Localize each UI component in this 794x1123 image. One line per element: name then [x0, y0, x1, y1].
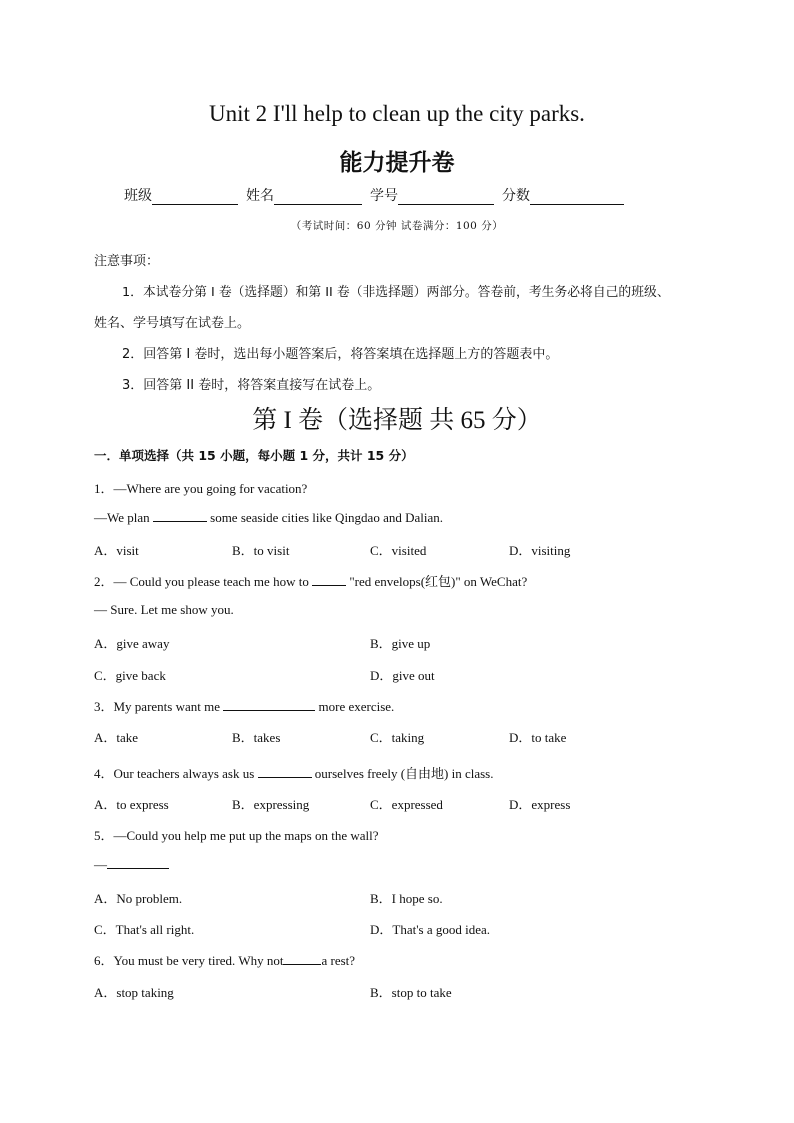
q1-option-d[interactable]: D．visiting	[509, 543, 571, 558]
exam-timing: （考试时间：60 分钟 试卷满分：100 分）	[290, 220, 504, 232]
q5-line1: 5．—Could you help me put up the maps on the wall?	[94, 828, 379, 843]
q4-option-c[interactable]: C．expressed	[370, 797, 443, 812]
q1-option-c[interactable]: C．visited	[370, 543, 427, 558]
q6-line1-end: a rest?	[321, 953, 356, 968]
name-blank[interactable]	[274, 188, 362, 205]
q4-line1-start: 4．Our teachers always ask us	[94, 766, 258, 781]
q5-option-d[interactable]: D．That's a good idea.	[370, 922, 491, 937]
q3-line1-end: more exercise.	[315, 699, 395, 714]
class-label: 班级	[124, 188, 152, 204]
q3-blank[interactable]	[223, 698, 315, 711]
section-title: 第 I 卷（选择题 共 65 分）	[252, 407, 542, 434]
name-label: 姓名	[246, 188, 274, 204]
q2-line1-start: 2．— Could you please teach me how to	[94, 574, 313, 589]
class-blank[interactable]	[152, 188, 238, 205]
notice-3: 3．回答第 II 卷时，将答案直接写在试卷上。	[122, 378, 381, 393]
part-title: 一．单项选择（共 15 小题，每小题 1 分，共计 15 分）	[94, 448, 414, 463]
q6-option-a[interactable]: A．stop taking	[94, 985, 174, 1000]
q3-option-c[interactable]: C．taking	[370, 730, 425, 745]
q5-option-c[interactable]: C．That's all right.	[94, 922, 195, 937]
q2-option-b[interactable]: B．give up	[370, 636, 431, 651]
q2-line2: — Sure. Let me show you.	[94, 602, 234, 617]
title-chinese: 能力提升卷	[339, 150, 455, 176]
id-label: 学号	[370, 188, 398, 204]
title-english: Unit 2 I'll help to clean up the city parks.	[209, 101, 585, 126]
q2-blank[interactable]	[312, 573, 346, 586]
q2-option-c[interactable]: C．give back	[94, 668, 166, 683]
q2-option-a[interactable]: A．give away	[94, 636, 170, 651]
q2-line1	[94, 571, 527, 590]
id-blank[interactable]	[398, 188, 494, 205]
q1-line2-end: some seaside cities like Qingdao and Dalian.	[206, 510, 443, 525]
q6-line1	[94, 950, 355, 969]
q1-option-a[interactable]: A．visit	[94, 543, 139, 558]
q4-blank[interactable]	[258, 765, 312, 778]
score-blank[interactable]	[530, 188, 624, 205]
q6-line1-start: 6．You must be very tired. Why not	[94, 953, 284, 968]
q1-line2	[94, 509, 443, 526]
q1-blank[interactable]	[153, 509, 207, 522]
notice-1b: 姓名、学号填写在试卷上。	[94, 316, 251, 331]
score-label: 分数	[502, 188, 530, 204]
q3-option-b[interactable]: B．takes	[232, 730, 281, 745]
q2-option-d[interactable]: D．give out	[370, 668, 435, 683]
q3-option-a[interactable]: A．take	[94, 730, 139, 745]
q4-line1	[94, 763, 494, 782]
q5-blank[interactable]	[107, 856, 169, 869]
notice-2: 2．回答第 I 卷时，选出每小题答案后，将答案填在选择题上方的答题表中。	[122, 347, 559, 362]
q5-option-b[interactable]: B．I hope so.	[370, 891, 443, 906]
q4-option-d[interactable]: D．express	[509, 797, 571, 812]
notice-1a: 1．本试卷分第 I 卷（选择题）和第 II 卷（非选择题）两部分。答卷前，考生务必将自己的班级、	[122, 285, 670, 300]
q3-option-d[interactable]: D．to take	[509, 730, 567, 745]
q1-option-b[interactable]: B．to visit	[232, 543, 290, 558]
q6-blank[interactable]	[283, 952, 321, 965]
q5-option-a[interactable]: A．No problem.	[94, 891, 183, 906]
q4-option-b[interactable]: B．expressing	[232, 797, 310, 812]
q5-line2	[94, 856, 169, 873]
q2-line1-end: "red envelops(红包)" on WeChat?	[346, 574, 528, 589]
q6-option-b[interactable]: B．stop to take	[370, 985, 452, 1000]
q1-line2-start: —We plan	[94, 510, 153, 525]
notice-title: 注意事项：	[94, 254, 160, 269]
q3-line1	[94, 696, 394, 715]
q5-dash: —	[94, 857, 107, 872]
q3-line1-start: 3．My parents want me	[94, 699, 224, 714]
q4-option-a[interactable]: A．to express	[94, 797, 169, 812]
q4-line1-end: ourselves freely (自由地) in class.	[311, 766, 494, 781]
student-info-row	[124, 185, 632, 205]
q1-line1: 1．—Where are you going for vacation?	[94, 481, 308, 496]
